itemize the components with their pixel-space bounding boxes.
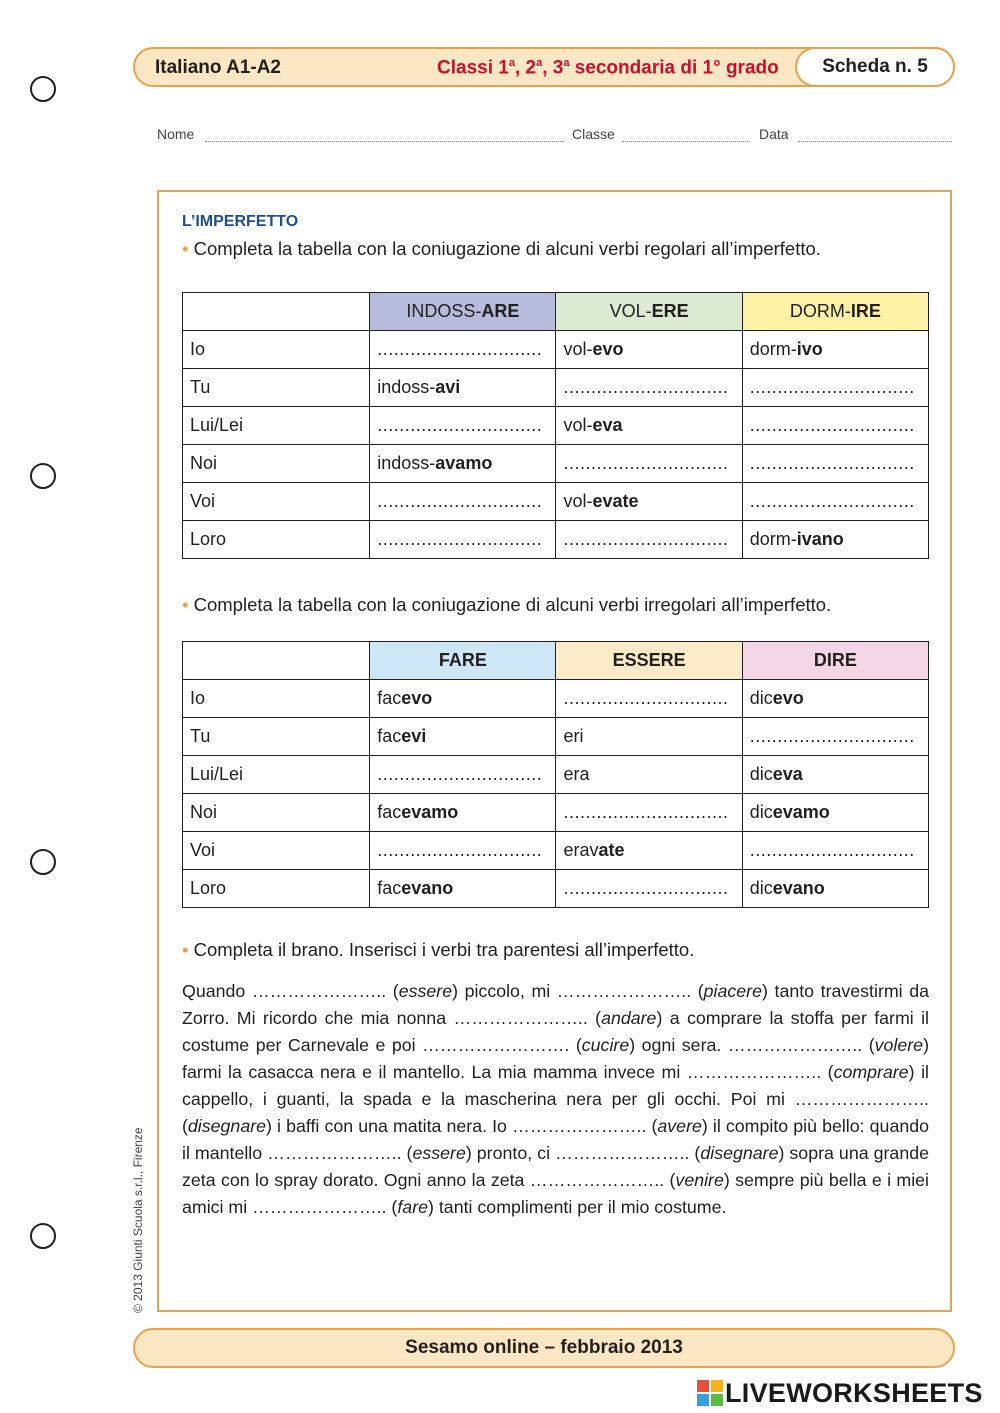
conjugation-cell: vol-eva: [556, 407, 742, 445]
blank-answer-cell[interactable]: ..............................: [370, 756, 556, 794]
corner-cell: [183, 293, 370, 331]
table-row: [183, 756, 929, 794]
blank-answer-cell[interactable]: ..............................: [370, 407, 556, 445]
passage-text: ) a comprare la stoffa per farmi il costume per Carnevale e poi ……………………. (: [182, 1008, 929, 1055]
corner-cell: [183, 642, 370, 680]
blank-answer-cell[interactable]: ..............................: [742, 718, 928, 756]
blank-answer-cell[interactable]: ..............................: [742, 832, 928, 870]
blank-answer-cell[interactable]: ..............................: [556, 794, 742, 832]
conjugation-cell: dicevano: [742, 870, 928, 908]
pronoun-cell: Voi: [183, 832, 370, 870]
nome-field[interactable]: [205, 141, 563, 142]
verb-hint: essere: [412, 1143, 466, 1163]
blank-answer-cell[interactable]: ..............................: [742, 369, 928, 407]
table-row: [183, 483, 929, 521]
verb-hint: andare: [601, 1008, 657, 1028]
liveworksheets-logo-icon: [697, 1380, 723, 1406]
pronoun-cell: Tu: [183, 718, 370, 756]
table-row: [183, 331, 929, 369]
passage-text: ) pronto, ci ………………….. (: [465, 1143, 701, 1163]
pronoun-cell: Noi: [183, 445, 370, 483]
classe-label: Classe: [572, 126, 615, 142]
verb-hint: volere: [874, 1035, 924, 1055]
table-row: [183, 680, 929, 718]
conjugation-cell: era: [556, 756, 742, 794]
course-label: Italiano A1-A2: [155, 57, 281, 78]
verb-hint: piacere: [703, 981, 762, 1001]
passage-text: ) tanti complimenti per il mio costume.: [428, 1197, 727, 1217]
header-dire: DIRE: [742, 642, 928, 680]
conjugation-cell: eri: [556, 718, 742, 756]
conjugation-cell: vol-evate: [556, 483, 742, 521]
footer-bar: Sesamo online – febbraio 2013: [133, 1328, 955, 1368]
passage-text: ) piccolo, mi ………………….. (: [452, 981, 704, 1001]
passage-text: ) farmi la casacca nera e il mantello. La mia mamma invece mi ………………….. (: [182, 1035, 929, 1082]
liveworksheets-text: LIVEWORKSHEETS: [725, 1378, 983, 1408]
pronoun-cell: Loro: [183, 870, 370, 908]
table-row: [183, 521, 929, 559]
nome-label: Nome: [157, 126, 195, 142]
passage-text: ) i baffi con una matita nera. Io ………………….. (: [266, 1116, 658, 1136]
blank-answer-cell[interactable]: ..............................: [556, 369, 742, 407]
conjugation-cell: diceva: [742, 756, 928, 794]
data-field[interactable]: [798, 141, 952, 142]
table-row: [183, 407, 929, 445]
binder-hole-4: [30, 1223, 56, 1249]
pronoun-cell: Lui/Lei: [183, 407, 370, 445]
bullet-icon: •: [182, 594, 189, 615]
blank-answer-cell[interactable]: ..............................: [742, 407, 928, 445]
conjugation-cell: indoss-avamo: [370, 445, 556, 483]
conjugation-cell: dicevamo: [742, 794, 928, 832]
irregular-verbs-table: [182, 641, 929, 908]
copyright-text: © 2013 Giunti Scuola s.r.l., Firenze: [131, 1127, 145, 1313]
conjugation-cell: indoss-avi: [370, 369, 556, 407]
passage-text: ) sopra una grande zeta con lo spray dorato. Ogni anno la zeta ………………….. (: [182, 1143, 929, 1190]
conjugation-cell: dorm-ivo: [742, 331, 928, 369]
blank-answer-cell[interactable]: ..............................: [370, 483, 556, 521]
verb-hint: cucire: [581, 1035, 630, 1055]
binder-hole-1: [30, 76, 56, 102]
passage-text: ) sempre più bella e i miei amici mi ………………….. (: [182, 1170, 929, 1217]
verb-hint: avere: [657, 1116, 702, 1136]
header-fare: FARE: [370, 642, 556, 680]
classes-label: Classi 1$^a$, 2$^a$, 3$^a$ secondaria di 1° grado: [437, 57, 779, 79]
regular-verbs-table: [182, 292, 929, 559]
pronoun-cell: Io: [183, 680, 370, 718]
table-header-row: [183, 293, 929, 331]
pronoun-cell: Tu: [183, 369, 370, 407]
instruction-2: • Completa la tabella con la coniugazione di alcuni verbi irregolari all’imperfetto.: [182, 594, 832, 615]
blank-answer-cell[interactable]: ..............................: [370, 331, 556, 369]
conjugation-cell: dorm-ivano: [742, 521, 928, 559]
passage-text: ) tanto travestirmi da Zorro. Mi ricordo che mia nonna ………………….. (: [182, 981, 929, 1028]
passage-text: Quando ………………….. (: [182, 981, 399, 1001]
pronoun-cell: Lui/Lei: [183, 756, 370, 794]
conjugation-cell: eravate: [556, 832, 742, 870]
instruction-3: • Completa il brano. Inserisci i verbi tra parentesi all’imperfetto.: [182, 939, 695, 960]
table-row: [183, 794, 929, 832]
passage-text: ) il compito più bello: quando il mantello ………………….. (: [182, 1116, 929, 1163]
section-title: L’IMPERFETTO: [182, 213, 299, 230]
conjugation-cell: facevo: [370, 680, 556, 718]
blank-answer-cell[interactable]: ..............................: [370, 521, 556, 559]
pronoun-cell: Voi: [183, 483, 370, 521]
header-bar: [133, 47, 955, 87]
table-row: [183, 718, 929, 756]
verb-hint: comprare: [833, 1062, 909, 1082]
bullet-icon: •: [182, 939, 189, 960]
blank-answer-cell[interactable]: ..............................: [556, 870, 742, 908]
conjugation-cell: vol-evo: [556, 331, 742, 369]
conjugation-cell: facevano: [370, 870, 556, 908]
passage-text: ) il cappello, i guanti, la spada e la mascherina nera per gli occhi. Poi mi ………………….. (: [182, 1062, 929, 1136]
instruction-1: • Completa la tabella con la coniugazione di alcuni verbi regolari all’imperfetto.: [182, 238, 821, 259]
table-row: [183, 832, 929, 870]
table-row: [183, 369, 929, 407]
conjugation-cell: dicevo: [742, 680, 928, 718]
binder-hole-2: [30, 463, 56, 489]
conjugation-cell: facevi: [370, 718, 556, 756]
bullet-icon: •: [182, 238, 189, 259]
data-label: Data: [759, 126, 789, 142]
table-row: [183, 445, 929, 483]
passage-text: ) ogni sera. ………………….. (: [629, 1035, 875, 1055]
verb-hint: fare: [397, 1197, 428, 1217]
conjugation-cell: facevamo: [370, 794, 556, 832]
blank-answer-cell[interactable]: ..............................: [556, 521, 742, 559]
blank-answer-cell[interactable]: ..............................: [742, 483, 928, 521]
classe-field[interactable]: [622, 141, 750, 142]
header-dormire: DORM-IRE: [742, 293, 928, 331]
header-indossare: INDOSS-ARE: [370, 293, 556, 331]
header-essere: ESSERE: [556, 642, 742, 680]
table-row: [183, 870, 929, 908]
header-volere: VOL-ERE: [556, 293, 742, 331]
pronoun-cell: Noi: [183, 794, 370, 832]
verb-hint: disegnare: [700, 1143, 779, 1163]
blank-answer-cell[interactable]: ..............................: [742, 445, 928, 483]
worksheet-number: Scheda n. 5: [795, 47, 955, 87]
verb-hint: essere: [398, 981, 453, 1001]
blank-answer-cell[interactable]: ..............................: [556, 680, 742, 718]
table-header-row: [183, 642, 929, 680]
binder-hole-3: [30, 849, 56, 875]
verb-hint: disegnare: [187, 1116, 267, 1136]
pronoun-cell: Loro: [183, 521, 370, 559]
cloze-passage: [182, 978, 929, 1221]
blank-answer-cell[interactable]: ..............................: [370, 832, 556, 870]
blank-answer-cell[interactable]: ..............................: [556, 445, 742, 483]
verb-hint: venire: [675, 1170, 724, 1190]
pronoun-cell: Io: [183, 331, 370, 369]
student-fields: [157, 126, 952, 146]
